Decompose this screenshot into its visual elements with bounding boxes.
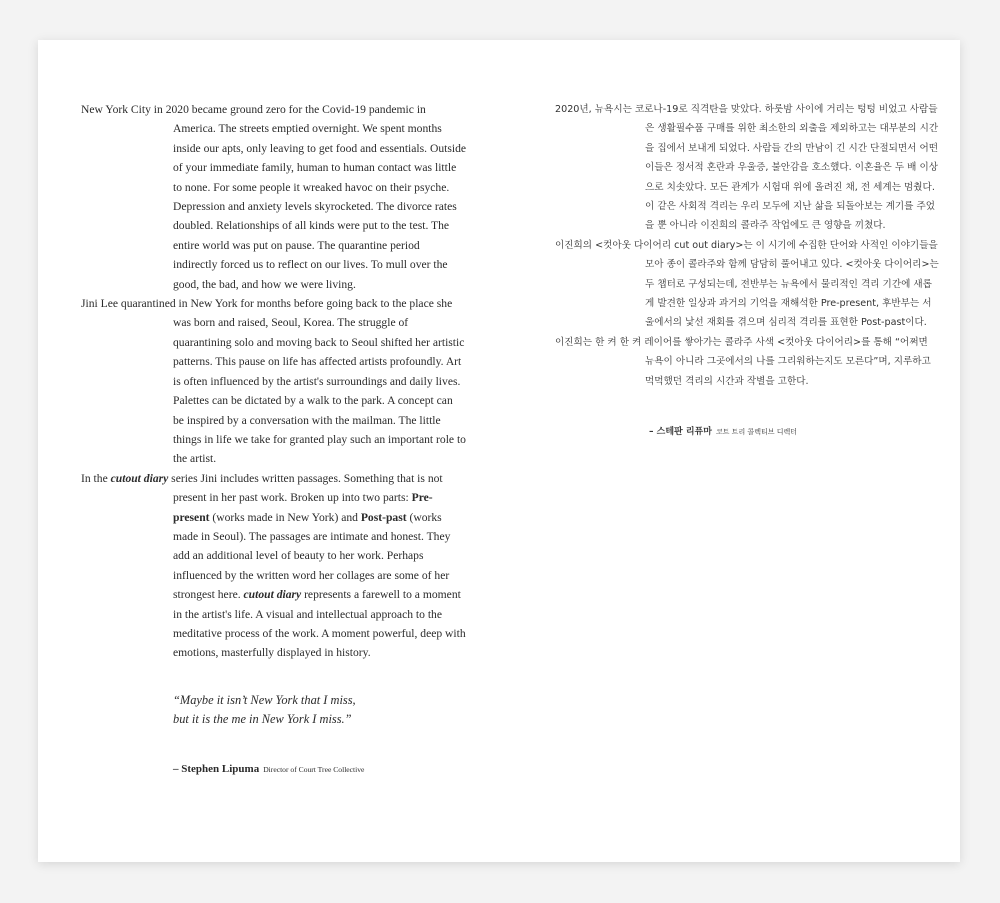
korean-paragraph-3: 이진희는 한 켜 한 켜 레이어를 쌓아가는 콜라주 사색 <컷아웃 다이어리>를 통해 “어쩌면 뉴욕이 아니라 그곳에서의 나를 그리워하는지도 모른다”며, 지루하고 먹먹했던 격리의 시간과 작별을 고한다. xyxy=(555,336,931,387)
korean-signature xyxy=(649,423,940,442)
quote-line-2: but it is the me in New York I miss.” xyxy=(173,712,352,727)
korean-signature-name: – 스테판 리퓨마 xyxy=(649,427,712,438)
para3-text-5: represents a farewell to a moment in the artist's life. A visual and intellectual approach to the meditative process of the work. A moment powerful, deep with emotions, masterfully displayed in history. xyxy=(173,588,466,660)
para3-text-1: In the xyxy=(81,471,111,485)
english-column xyxy=(81,100,466,779)
korean-paragraph-2: 이진희의 <컷아웃 다이어리 cut out diary>는 이 시기에 수집한 단어와 사적인 이야기들을 모아 종이 콜라주와 함께 담담히 풀어내고 있다. <컷아웃 다이어리>는 두 챕터로 구성되는데, 전반부는 뉴욕에서 물리적인 격리 기간에 새롭게 발견한 일상과 과거의 기억을 재해석한 Pre-present, 후반부는 서울에서의 낯선 재회를 겪으며 심리적 격리를 표현한 Post-past이다. xyxy=(555,239,939,329)
english-paragraph-1: New York City in 2020 became ground zero for the Covid-19 pandemic in America. The streets emptied overnight. We spent months inside our apts, only leaving to get food and essentials. Outside of your immediate family, human to human contact was little to none. For some people it wreaked havoc on their psyche. Depression and anxiety levels skyrocketed. The divorce rates doubled. Relationships of all kinds were put to the test. The entire world was put on pause. The quarantine period indirectly forced us to reflect on our lives. To mull over the good, the bad, and how we were living. xyxy=(81,103,467,291)
para3-text-3: (works made in New York) and xyxy=(209,510,361,524)
pull-quote xyxy=(173,691,466,730)
english-signature xyxy=(173,760,466,779)
english-paragraph-2: Jini Lee quarantined in New York for months before going back to the place she was born and raised, Seoul, Korea. The struggle of quarantining solo and moving back to Seoul shifted her artistic patterns. This pause on life has affected artists profoundly. Art is often influenced by the artist's surroundings and daily lives. Palettes can be dictated by a walk to the park. A concept can be inspired by a conversation with the mailman. The little things in life we take for granted play such an important role to the artist. xyxy=(81,297,466,466)
quote-line-1: “Maybe it isn’t New York that I miss, xyxy=(173,692,356,707)
series-title-cutout-diary: cutout diary xyxy=(110,471,169,485)
korean-signature-role: 코트 트리 콜렉티브 디렉터 xyxy=(715,428,797,437)
signature-role: Director of Court Tree Collective xyxy=(263,764,365,774)
series-title-cutout-diary-2: cutout diary xyxy=(243,588,302,602)
part-pre-present: Pre-present xyxy=(173,491,433,524)
signature-name: – Stephen Lipuma xyxy=(173,762,260,775)
korean-column xyxy=(555,100,940,443)
para3-text-4: (works made in Seoul). The passages are intimate and honest. They add an additional level of beauty to her work. Perhaps influenced by the written word her collages are some of her strongest here. xyxy=(173,510,451,602)
korean-paragraph-1: 2020년, 뉴욕시는 코로나-19로 직격탄을 맞았다. 하룻밤 사이에 거리는 텅텅 비었고 사람들은 생활필수품 구매를 위한 최소한의 외출을 제외하고는 대부분의 시간을 집에서 보내게 되었다. 사람들 간의 만남이 긴 시간 단절되면서 어떤 이들은 정서적 혼란과 우울증, 불안감을 호소했다. 이혼율은 두 배 이상으로 치솟았다. 모든 관계가 시험대 위에 올려진 채, 전 세계는 멈췄다. 이 같은 사회적 격리는 우리 모두에 지난 삶을 되돌아보는 계기를 주었을 뿐 아니라 이진희의 콜라주 작업에도 큰 영향을 끼쳤다. xyxy=(555,104,939,232)
part-post-past: Post-past xyxy=(360,510,407,524)
english-paragraph-3 xyxy=(81,469,466,663)
document-page xyxy=(38,40,960,862)
para3-text-2: series Jini includes written passages. Something that is not present in her past work. Broken up into two parts: xyxy=(168,471,443,505)
